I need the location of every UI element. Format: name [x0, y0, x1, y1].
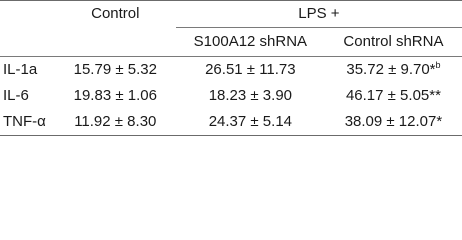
- table-row: [0, 83, 462, 109]
- header-blank-cell: [0, 1, 55, 28]
- footnote-marker: b: [435, 60, 441, 70]
- header-s100a12-shrna: S100A12 shRNA: [193, 33, 308, 50]
- cell-control-shrna-value: 35.72 ± 9.70*: [346, 61, 436, 78]
- subheader-blank-cell: [0, 28, 55, 57]
- subheader-blank-control: [55, 28, 176, 57]
- header-row-subgroup: [0, 28, 462, 57]
- cell-control-shrna: 38.09 ± 12.07*: [325, 109, 462, 136]
- cell-control: 19.83 ± 1.06: [73, 87, 157, 104]
- cell-control-shrna: 46.17 ± 5.05**: [345, 87, 441, 104]
- table-row: [0, 109, 462, 136]
- header-lps: LPS +: [176, 1, 462, 28]
- cell-s100a12-shrna: 18.23 ± 3.90: [208, 87, 293, 104]
- cell-control: 15.79 ± 5.32: [55, 57, 176, 84]
- table-row: [0, 57, 462, 84]
- cell-control-shrna: [325, 57, 462, 84]
- header-control: Control: [55, 1, 176, 28]
- cell-control: 11.92 ± 8.30: [55, 109, 176, 136]
- row-label: IL-6: [3, 87, 29, 104]
- header-row-group: [0, 1, 462, 28]
- cell-s100a12-shrna: 24.37 ± 5.14: [176, 109, 325, 136]
- cell-s100a12-shrna: 26.51 ± 11.73: [176, 57, 325, 84]
- row-label: TNF-α: [0, 109, 55, 136]
- header-control-shrna: Control shRNA: [343, 33, 444, 50]
- row-label: IL-1a: [0, 57, 55, 84]
